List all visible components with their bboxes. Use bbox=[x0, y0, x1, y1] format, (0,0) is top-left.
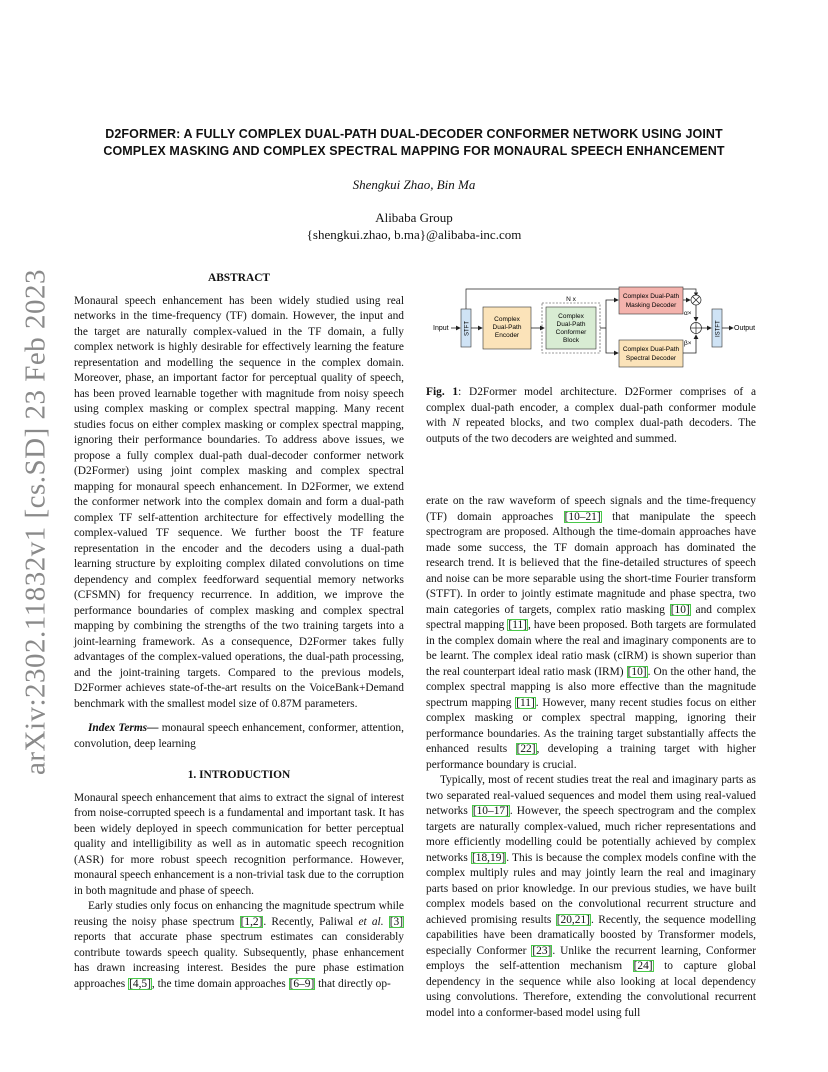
citation-link[interactable]: [11] bbox=[508, 619, 527, 631]
citation-link[interactable]: [23] bbox=[532, 944, 552, 957]
encoder-label-2: Dual-Path bbox=[492, 324, 522, 331]
figure-label: Fig. 1 bbox=[426, 386, 459, 398]
spectral-decoder-label-1: Complex Dual-Path bbox=[622, 346, 680, 353]
right-paragraph-2: Typically, most of recent studies treat the real and imaginary parts as two separated real-valued sequences and model them using real-valued networks [10–17]. However, the speech spectrogram and the complex targets are naturally complex-valued, much richer representations and more efficiently modelling could be potentially achieved by complex networks [18,19]. This is because the complex models confine with the complex multiply rules and may jointly learn the real and imaginary parts based on prior knowledge. In our previous studies, we have built complex models based on the convolutional recurrent structure and achieved promising results [20,21]. Recently, the sequence modelling capabilities have been dramatically boosted by Transformer models, especially Conformer [23]. Unlike the recurrent learning, Conformer employs the self-attention mechanism [24] to capture global dependency in the sequence while also looking at local dependency using convolutions. Therefore, extending the convolutional recurrent model into a conformer-based model using full bbox=[426, 774, 757, 1019]
citation-link[interactable]: [10] bbox=[627, 665, 647, 678]
repeat-label: N x bbox=[566, 296, 576, 303]
diagram-input-label: Input bbox=[433, 325, 449, 332]
masking-decoder-label-1: Complex Dual-Path bbox=[622, 293, 680, 300]
intro-paragraph-1: Monaural speech enhancement that aims to extract the signal of interest from noise-corrupted speech is a fundamental and important task. It has been widely deployed in speech communication for better perceptual quality and intelligibility as well as in automatic speech recognition (ASR) for more robust speech recognition performance. However, monaural speech enhancement is a non-trivial task due to the corruption in both magnitude and phase of speech. bbox=[74, 791, 404, 897]
index-terms-text: monaural speech enhancement, conformer, attention, convolution, deep learning bbox=[74, 722, 404, 750]
authors: Shengkui Zhao, Bin Ma bbox=[352, 177, 476, 192]
citation-link[interactable]: [10–21] bbox=[564, 510, 601, 523]
spectral-decoder-label-2: Spectral Decoder bbox=[625, 355, 677, 362]
affiliation-email: {shengkui.zhao, b.ma}@alibaba-inc.com bbox=[306, 227, 522, 242]
conformer-label-4: Block bbox=[563, 337, 579, 344]
citation-link[interactable]: [6–9] bbox=[289, 977, 315, 990]
index-terms-label: Index Terms— bbox=[88, 722, 159, 734]
abstract-heading: ABSTRACT bbox=[207, 272, 271, 284]
citation-link[interactable]: [10–17] bbox=[472, 805, 509, 817]
masking-decoder-block bbox=[619, 287, 683, 314]
citation-link[interactable]: [24] bbox=[633, 960, 653, 972]
intro-paragraph-2: Early studies only focus on enhancing the magnitude spectrum while reusing the noisy phase spectrum [1,2]. Recently, Paliwal et al. [3] reports that accurate phase spectrum estimates can considerably contribute towards speech quality. Subsequently, phase enhancement has drawn increasing interest. Besides the pure phase estimation approaches [4,5], the time domain approaches [6–9] that directly op- bbox=[74, 900, 404, 990]
alpha-weight: α× bbox=[684, 310, 692, 317]
conformer-label-3: Conformer bbox=[555, 329, 587, 336]
conformer-label-1: Complex bbox=[558, 313, 584, 320]
citation-link[interactable]: [4,5] bbox=[129, 977, 151, 990]
masking-decoder-label-2: Masking Decoder bbox=[625, 302, 677, 309]
paper-title bbox=[60, 126, 768, 160]
diagram-output-label: Output bbox=[734, 325, 756, 332]
arxiv-identifier: arXiv:2302.11832v1 [cs.SD] 23 Feb 2023 bbox=[19, 268, 52, 776]
citation-link[interactable]: [10] bbox=[670, 603, 690, 616]
beta-weight: β× bbox=[684, 340, 692, 347]
istft-label: ISTFT bbox=[715, 320, 722, 337]
affiliation-org: Alibaba Group bbox=[375, 210, 453, 225]
spectral-decoder-block bbox=[619, 340, 683, 367]
stft-label: STFT bbox=[464, 321, 471, 336]
affiliation bbox=[0, 209, 828, 243]
right-paragraph-1: erate on the raw waveform of speech signals and the time-frequency (TF) domain approaches [10–21] that manipulate the speech spectrogram are proposed. Although the time-domain approaches have made some success, the TF domain approach has dominated the research trend. It is believed that the fine-detailed structures of speech and noise can be more separable using the short-time Fourier transform (STFT). In order to jointly estimate magnitude and phase spectra, two main categories of targets, complex ratio masking [10] and complex spectral mapping [11], have been proposed. Both targets are formulated in the complex domain where the real and imaginary components are to be learnt. The complex ideal ratio mask (cIRM) is shown superior than the real counterpart ideal ratio mask (IRM) [10]. On the other hand, the complex spectral mapping is also more effective than the magnitude spectrum mapping [11]. However, many recent studies focus on either complex masking or complex spectral mapping, ignoring their performance boundaries. As the training target substantially affects the enhanced results [22], developing a training target with higher performance boundary is crucial. bbox=[426, 495, 757, 771]
architecture-diagram bbox=[426, 283, 760, 375]
right-column bbox=[426, 494, 756, 1021]
intro-heading: 1. INTRODUCTION bbox=[187, 769, 291, 781]
title-line-1: D2FORMER: A FULLY COMPLEX DUAL-PATH DUAL-DECODER CONFORMER NETWORK USING JOINT bbox=[105, 127, 723, 141]
encoder-label-1: Complex bbox=[494, 316, 520, 323]
citation-link[interactable]: [18,19] bbox=[471, 851, 506, 864]
left-column bbox=[74, 271, 404, 992]
conformer-label-2: Dual-Path bbox=[556, 321, 586, 328]
citation-link[interactable]: [11] bbox=[516, 696, 535, 709]
citation-link[interactable]: [22] bbox=[516, 743, 536, 755]
citation-link[interactable]: [3] bbox=[389, 915, 403, 928]
encoder-label-3: Encoder bbox=[494, 332, 520, 339]
citation-link[interactable]: [1,2] bbox=[240, 915, 263, 928]
index-terms bbox=[74, 721, 404, 752]
figure-caption: Fig. 1: D2Former model architecture. D2Former comprises of a complex dual-path encoder, a complex dual-path conformer module with N repeated blocks, and two complex dual-path decoders. The outputs of the two decoders are weighted and summed. bbox=[426, 386, 756, 445]
citation-link[interactable]: [20,21] bbox=[556, 913, 590, 926]
abstract-text: Monaural speech enhancement has been widely studied using real networks in the time-frequency (TF) domain. However, the input and the target are naturally complex-valued in the TF domain, a fully complex network is highly desirable for effectively learning the feature representation and modelling the sequence in the complex domain. Moreover, phase, an important factor for perceptual quality of speech, has been proved learnable together with magnitude from noisy speech using complex masking or complex spectral mapping. Many recent studies focus on either complex masking or complex spectral mapping, ignoring their performance boundaries. To address above issues, we propose a fully complex dual-path dual-decoder conformer network (D2Former) using joint complex masking and complex spectral mapping for monaural speech enhancement. In D2Former, we extend the conformer network into the complex domain and form a dual-path complex TF self-attention architecture for effectively modelling the complex-valued TF sequence. We further boost the TF feature representation in the encoder and the decoders using a dual-path learning structure by exploiting complex dilated convolutions on time dependency and complex feedforward sequential memory networks (CFSMN) for frequency recurrence. In addition, we improve the performance boundaries of complex masking and complex spectral mapping by combining the strengths of the two training targets into a joint-learning framework. As a consequence, D2Former takes fully advantages of the complex-valued operations, the dual-path processing, and the joint-training targets. Compared to the previous models, D2Former achieves state-of-the-art results on the VoiceBank+Demand benchmark with the smallest model size of 0.87M parameters. bbox=[74, 294, 404, 710]
title-line-2: COMPLEX MASKING AND COMPLEX SPECTRAL MAPPING FOR MONAURAL SPEECH ENHANCEMENT bbox=[103, 144, 725, 158]
